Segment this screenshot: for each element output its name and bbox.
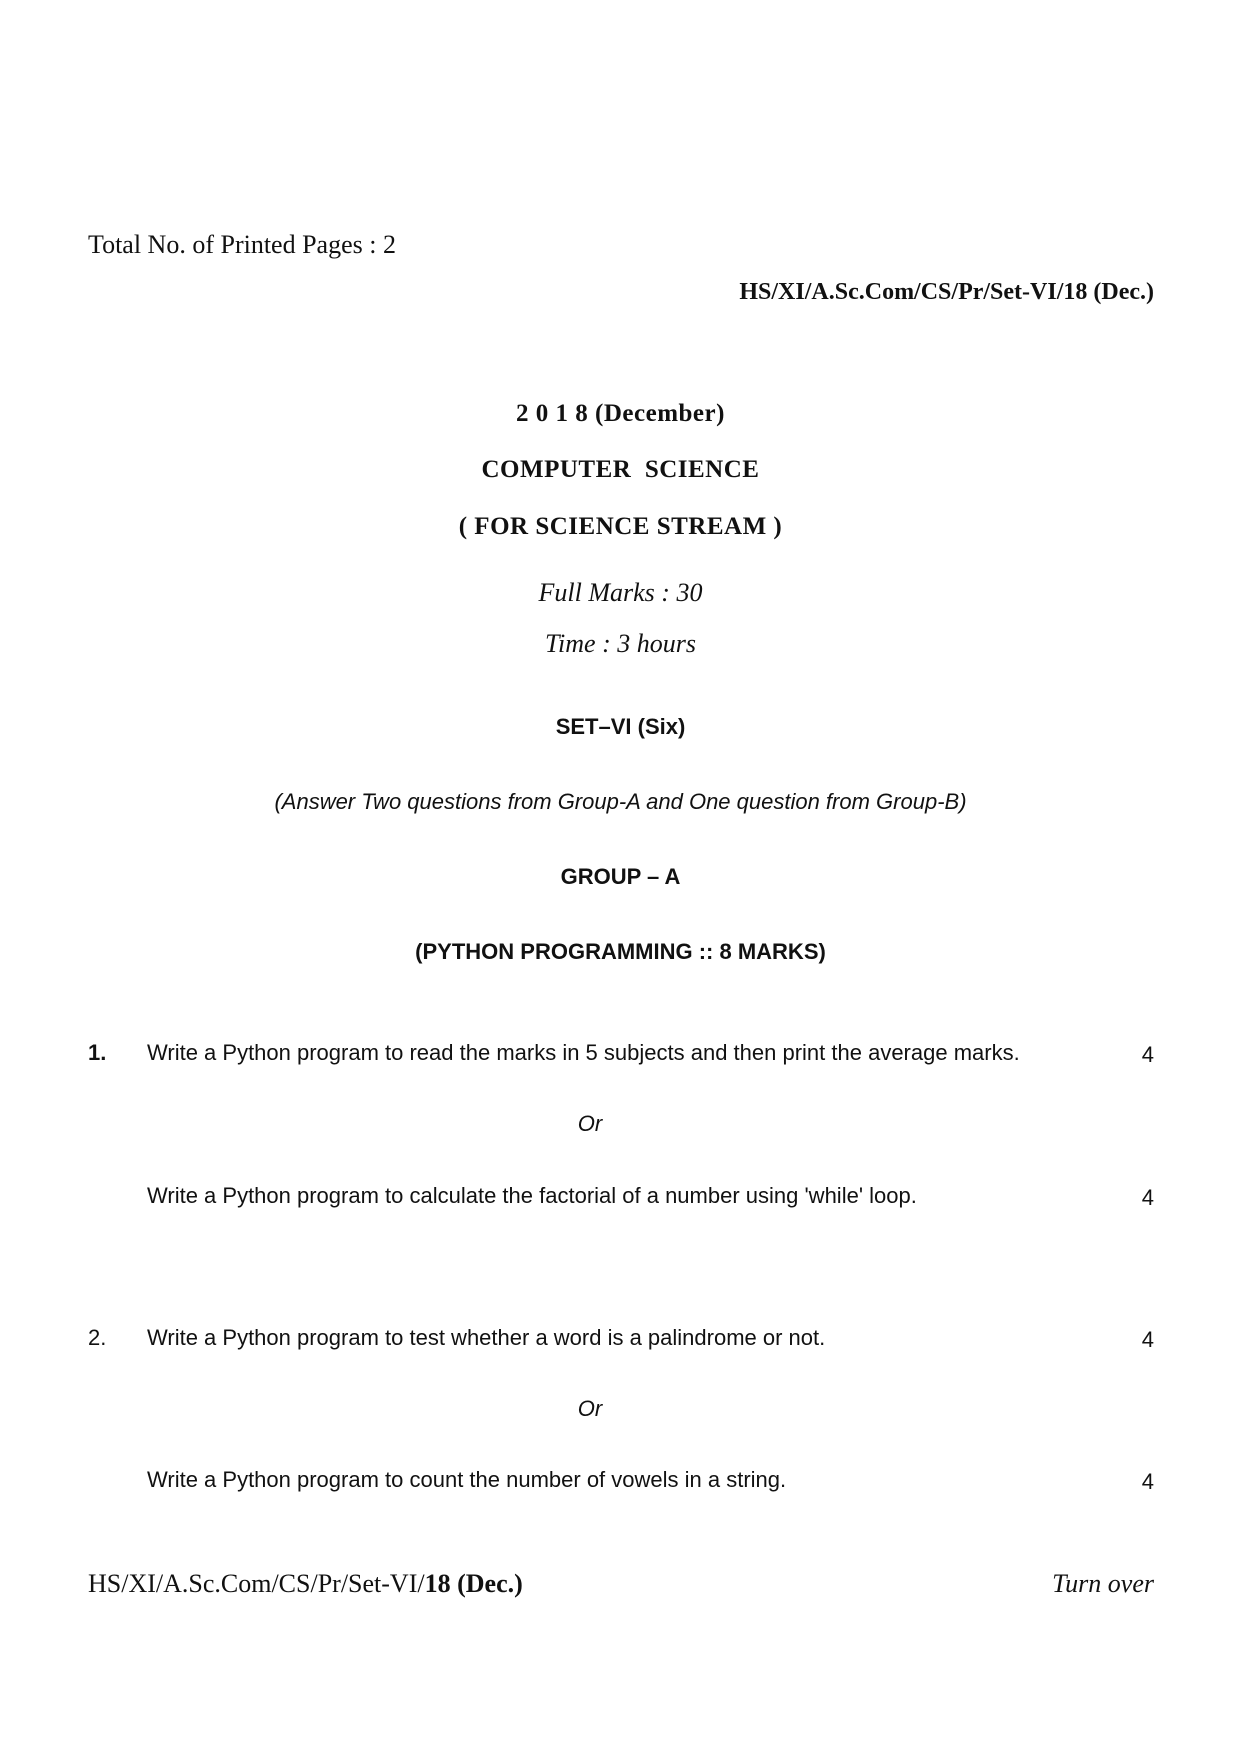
set-label: SET–VI (Six) — [555, 714, 686, 739]
question-marks: 4 — [1141, 1042, 1154, 1067]
exam-year: 2 0 1 8 (December) — [516, 400, 725, 427]
paper-code-footer — [88, 1569, 523, 1599]
paper-code-footer-prefix: HS/XI/A.Sc.Com/CS/Pr/Set-VI/ — [88, 1569, 425, 1598]
or-separator: Or — [577, 1396, 603, 1421]
time-allowed: Time : 3 hours — [545, 629, 696, 658]
printed-pages-count: Total No. of Printed Pages : 2 — [88, 230, 396, 259]
full-marks: Full Marks : 30 — [538, 578, 703, 607]
turn-over-label: Turn over — [1052, 1569, 1154, 1598]
question-alt-marks: 4 — [1141, 1185, 1154, 1210]
question-alt-text: Write a Python program to calculate the factorial of a number using 'while' loop. — [147, 1183, 917, 1208]
paper-code-header: HS/XI/A.Sc.Com/CS/Pr/Set-VI/18 (Dec.) — [739, 279, 1154, 305]
stream-title: ( FOR SCIENCE STREAM ) — [458, 513, 783, 540]
question-alt-text: Write a Python program to count the number of vowels in a string. — [147, 1467, 787, 1492]
group-subtitle: (PYTHON PROGRAMMING :: 8 MARKS) — [415, 939, 826, 964]
or-separator: Or — [577, 1111, 603, 1136]
paper-code-footer-suffix: 18 (Dec.) — [424, 1569, 523, 1598]
group-title: GROUP – A — [560, 864, 681, 889]
instructions: (Answer Two questions from Group-A and One question from Group-B) — [274, 789, 967, 814]
question-number: 1. — [88, 1040, 107, 1065]
subject-title: COMPUTER SCIENCE — [481, 456, 760, 483]
question-text: Write a Python program to read the marks in 5 subjects and then print the average marks. — [147, 1040, 1020, 1065]
question-text: Write a Python program to test whether a word is a palindrome or not. — [147, 1325, 826, 1350]
question-marks: 4 — [1141, 1327, 1154, 1352]
question-number: 2. — [88, 1325, 107, 1350]
question-alt-marks: 4 — [1141, 1469, 1154, 1494]
